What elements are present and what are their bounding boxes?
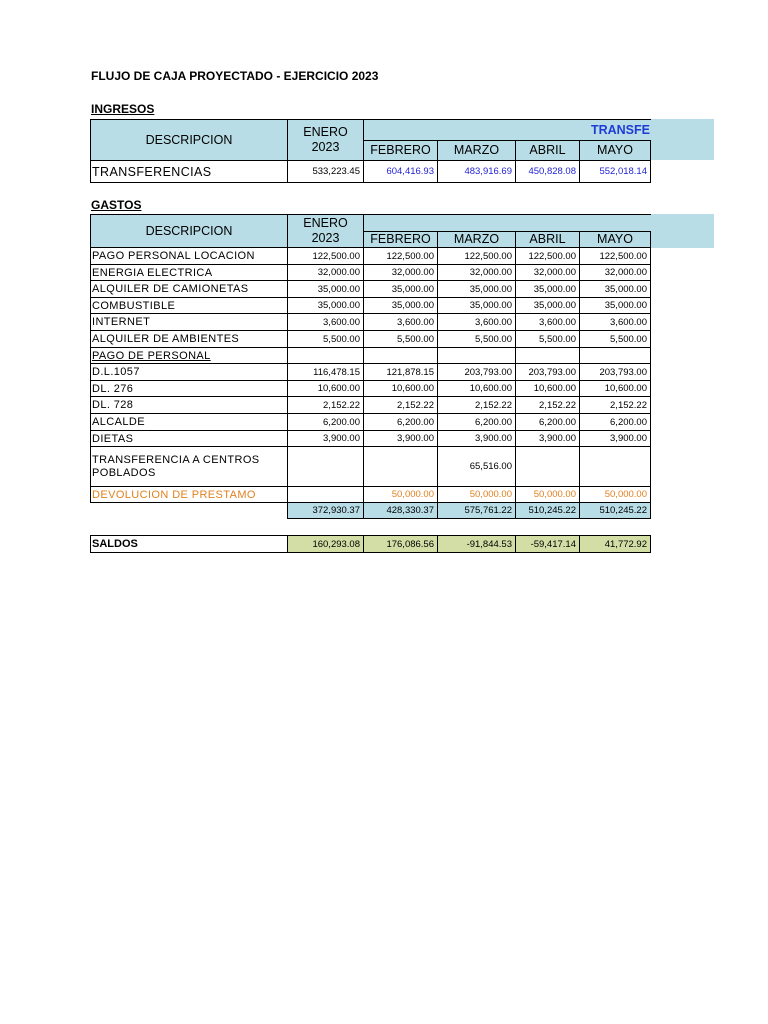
ingresos-transfe-label: TRANSFE: [590, 123, 650, 137]
gastos-row-label: PAGO DE PERSONAL: [90, 347, 288, 364]
transferencia-value-marzo: 65,516.00: [437, 446, 516, 487]
gastos-row-value-abril: 122,500.00: [515, 247, 580, 265]
gastos-row-value-febrero: 10,600.00: [363, 380, 438, 397]
gastos-row-value-marzo: 2,152.22: [437, 396, 516, 414]
gastos-enero-line1: ENERO: [303, 216, 348, 230]
gastos-row-value-enero: 116,478.15: [287, 363, 364, 381]
transferencia-value-enero: [287, 446, 364, 487]
gastos-row-value-abril: 2,152.22: [515, 396, 580, 414]
devolucion-value-marzo: 50,000.00: [437, 486, 516, 503]
ingresos-transfe-band: [363, 119, 651, 140]
gastos-row-value-mayo: 3,600.00: [579, 313, 651, 331]
ingresos-value-mayo: 552,018.14: [579, 160, 651, 183]
gastos-total-enero: 372,930.37: [287, 502, 364, 519]
devolucion-value-mayo: 50,000.00: [579, 486, 651, 503]
ingresos-descripcion-header: DESCRIPCION: [90, 119, 288, 161]
page-title: FLUJO DE CAJA PROYECTADO - EJERCICIO 2023: [91, 69, 379, 83]
gastos-row-label: COMBUSTIBLE: [90, 297, 288, 314]
saldos-value-marzo: -91,844.53: [437, 535, 516, 553]
gastos-row-value-mayo: 122,500.00: [579, 247, 651, 265]
ingresos-value-enero: 533,223.45: [287, 160, 364, 183]
ingresos-row-label: TRANSFERENCIAS: [90, 160, 288, 183]
gastos-row-value-abril: 3,900.00: [515, 430, 580, 447]
gastos-enero-line2: 2023: [311, 231, 340, 245]
gastos-row-label: DL. 276: [90, 380, 288, 397]
gastos-row-value-febrero: 3,600.00: [363, 313, 438, 331]
gastos-row-value-marzo: 10,600.00: [437, 380, 516, 397]
gastos-total-abril: 510,245.22: [515, 502, 580, 519]
ingresos-value-abril: 450,828.08: [515, 160, 580, 183]
gastos-row-value-febrero: 121,878.15: [363, 363, 438, 381]
gastos-row-value-marzo: 3,900.00: [437, 430, 516, 447]
saldos-value-enero: 160,293.08: [287, 535, 364, 553]
ingresos-month-header-mayo: MAYO: [579, 140, 651, 161]
gastos-row-value-febrero: 32,000.00: [363, 264, 438, 281]
gastos-row-value-abril: 35,000.00: [515, 297, 580, 314]
gastos-row-value-abril: 6,200.00: [515, 413, 580, 431]
gastos-row-label: D.L.1057: [90, 363, 288, 381]
gastos-row-value-abril: 3,600.00: [515, 313, 580, 331]
transferencia-row-label: [90, 446, 288, 487]
gastos-total-mayo: 510,245.22: [579, 502, 651, 519]
gastos-row-value-marzo: 122,500.00: [437, 247, 516, 265]
gastos-row-value-mayo: 2,152.22: [579, 396, 651, 414]
ingresos-enero-header: [287, 119, 364, 161]
gastos-descripcion-header: DESCRIPCION: [90, 214, 288, 248]
saldos-value-febrero: 176,086.56: [363, 535, 438, 553]
devolucion-value-febrero: 50,000.00: [363, 486, 438, 503]
gastos-row-value-enero: 6,200.00: [287, 413, 364, 431]
gastos-row-value-enero: 35,000.00: [287, 297, 364, 314]
gastos-month-header-mayo: MAYO: [579, 231, 651, 248]
gastos-row-value-mayo: 6,200.00: [579, 413, 651, 431]
gastos-row-value-enero: 32,000.00: [287, 264, 364, 281]
gastos-row-value-mayo: [579, 347, 651, 364]
saldos-value-abril: -59,417.14: [515, 535, 580, 553]
gastos-row-value-marzo: 35,000.00: [437, 297, 516, 314]
gastos-row-value-enero: 3,900.00: [287, 430, 364, 447]
gastos-row-value-marzo: 6,200.00: [437, 413, 516, 431]
transferencia-value-abril: [515, 446, 580, 487]
gastos-month-header-abril: ABRIL: [515, 231, 580, 248]
gastos-row-value-marzo: 32,000.00: [437, 264, 516, 281]
devolucion-row-label: DEVOLUCION DE PRESTAMO: [90, 486, 288, 503]
gastos-row-value-abril: 5,500.00: [515, 330, 580, 348]
gastos-row-value-mayo: 35,000.00: [579, 297, 651, 314]
gastos-row-value-abril: 35,000.00: [515, 280, 580, 298]
gastos-row-value-mayo: 35,000.00: [579, 280, 651, 298]
gastos-row-value-marzo: [437, 347, 516, 364]
ingresos-value-marzo: 483,916.69: [437, 160, 516, 183]
transferencia-value-mayo: [579, 446, 651, 487]
gastos-enero-header: [287, 214, 364, 248]
gastos-row-value-enero: [287, 347, 364, 364]
gastos-row-label: ALQUILER DE CAMIONETAS: [90, 280, 288, 298]
gastos-row-value-febrero: 35,000.00: [363, 297, 438, 314]
gastos-row-value-marzo: 3,600.00: [437, 313, 516, 331]
gastos-row-label: ALQUILER DE AMBIENTES: [90, 330, 288, 348]
gastos-row-value-enero: 2,152.22: [287, 396, 364, 414]
gastos-total-febrero: 428,330.37: [363, 502, 438, 519]
gastos-section-label: GASTOS: [91, 198, 142, 212]
gastos-row-value-febrero: [363, 347, 438, 364]
gastos-row-value-enero: 3,600.00: [287, 313, 364, 331]
gastos-row-value-marzo: 203,793.00: [437, 363, 516, 381]
gastos-row-label: DL. 728: [90, 396, 288, 414]
gastos-month-header-febrero: FEBRERO: [363, 231, 438, 248]
gastos-row-value-febrero: 3,900.00: [363, 430, 438, 447]
gastos-row-label: ENERGIA ELECTRICA: [90, 264, 288, 281]
gastos-row-value-abril: 10,600.00: [515, 380, 580, 397]
gastos-row-value-abril: 32,000.00: [515, 264, 580, 281]
gastos-header-top-line: [363, 214, 651, 215]
gastos-month-header-marzo: MARZO: [437, 231, 516, 248]
gastos-row-value-enero: 35,000.00: [287, 280, 364, 298]
gastos-row-value-enero: 5,500.00: [287, 330, 364, 348]
gastos-row-value-abril: 203,793.00: [515, 363, 580, 381]
gastos-row-value-febrero: 122,500.00: [363, 247, 438, 265]
ingresos-enero-line1: ENERO: [303, 125, 348, 139]
ingresos-value-febrero: 604,416.93: [363, 160, 438, 183]
saldos-value-mayo: 41,772.92: [579, 535, 651, 553]
gastos-row-value-abril: [515, 347, 580, 364]
ingresos-month-header-marzo: MARZO: [437, 140, 516, 161]
gastos-row-value-mayo: 3,900.00: [579, 430, 651, 447]
gastos-row-value-mayo: 10,600.00: [579, 380, 651, 397]
devolucion-value-abril: 50,000.00: [515, 486, 580, 503]
transferencia-value-febrero: [363, 446, 438, 487]
gastos-row-value-mayo: 32,000.00: [579, 264, 651, 281]
gastos-row-label: PAGO PERSONAL LOCACION: [90, 247, 288, 265]
gastos-row-value-febrero: 6,200.00: [363, 413, 438, 431]
transferencia-label-line1: TRANSFERENCIA A CENTROS: [92, 453, 260, 466]
gastos-total-marzo: 575,761.22: [437, 502, 516, 519]
gastos-row-label: ALCALDE: [90, 413, 288, 431]
saldos-label: SALDOS: [90, 535, 288, 553]
ingresos-enero-line2: 2023: [311, 140, 340, 154]
gastos-row-value-mayo: 203,793.00: [579, 363, 651, 381]
gastos-row-value-febrero: 2,152.22: [363, 396, 438, 414]
gastos-row-value-febrero: 5,500.00: [363, 330, 438, 348]
ingresos-section-label: INGRESOS: [91, 102, 155, 116]
ingresos-month-header-febrero: FEBRERO: [363, 140, 438, 161]
gastos-row-value-febrero: 35,000.00: [363, 280, 438, 298]
gastos-row-value-mayo: 5,500.00: [579, 330, 651, 348]
gastos-row-value-enero: 122,500.00: [287, 247, 364, 265]
gastos-row-value-marzo: 35,000.00: [437, 280, 516, 298]
ingresos-month-header-abril: ABRIL: [515, 140, 580, 161]
transferencia-label-line2: POBLADOS: [92, 466, 156, 479]
gastos-row-label: INTERNET: [90, 313, 288, 331]
devolucion-value-enero: [287, 486, 364, 503]
gastos-row-value-marzo: 5,500.00: [437, 330, 516, 348]
gastos-row-label: DIETAS: [90, 430, 288, 447]
gastos-row-value-enero: 10,600.00: [287, 380, 364, 397]
